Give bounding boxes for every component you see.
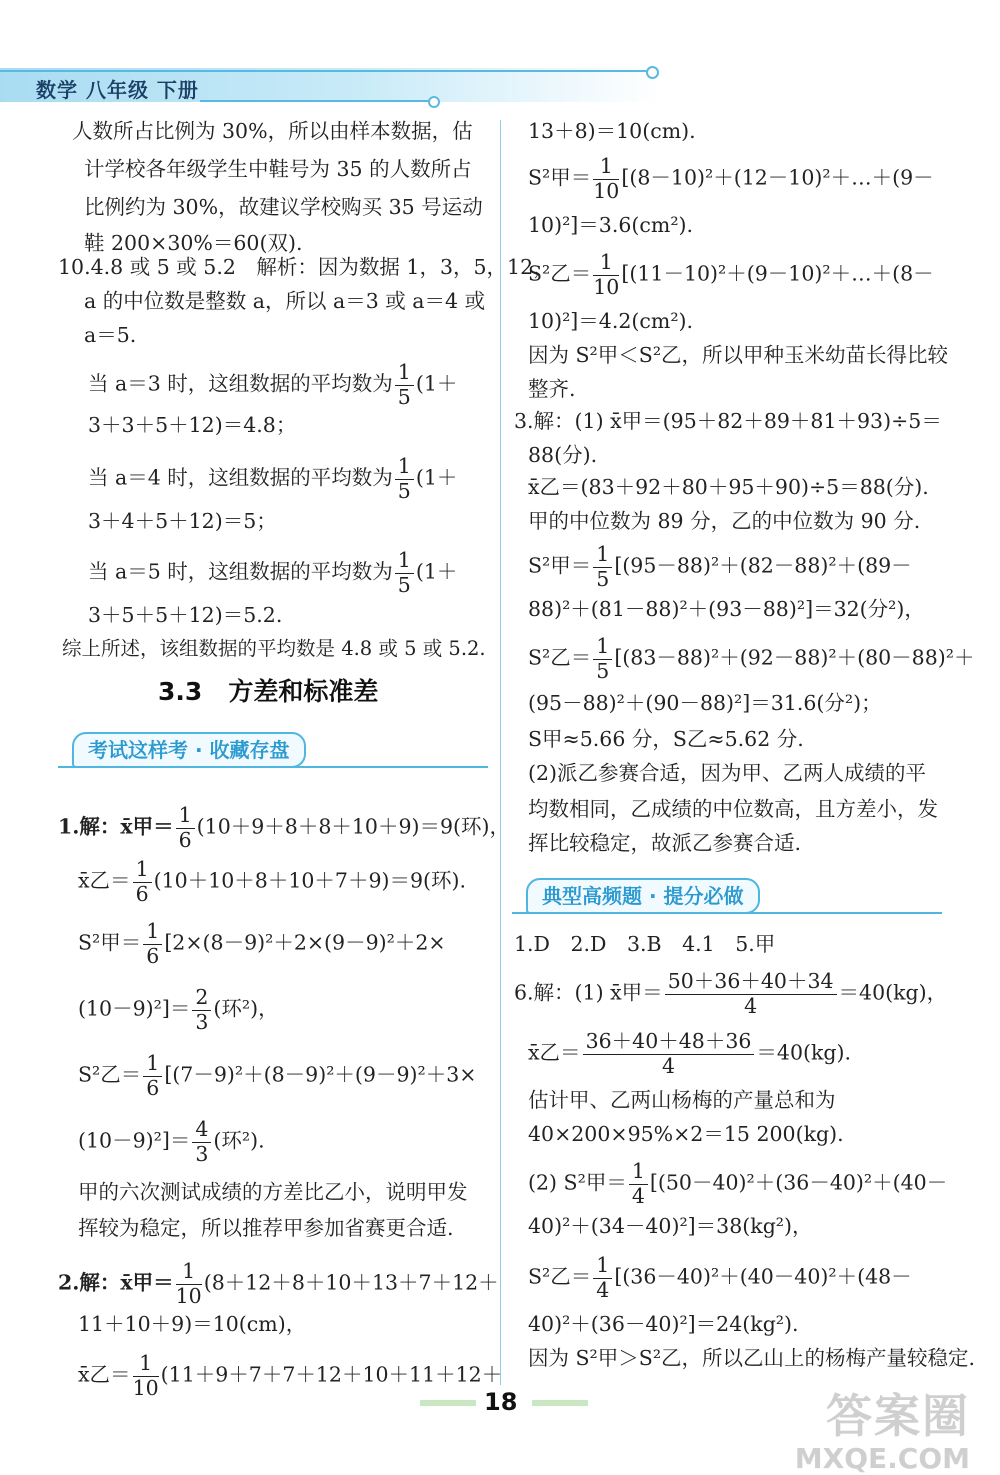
text-line: 均数相同，乙成绩的中位数高，且方差小，发 <box>528 797 938 821</box>
q3-line: 3.解：(1) x̄甲＝(95＋82＋89＋81＋93)÷5＝ <box>514 409 942 433</box>
fraction: $\frac{4}{3}$ <box>192 1118 211 1166</box>
text-line: 因为 S²甲＜S²乙，所以甲种玉米幼苗长得比较 <box>528 343 949 367</box>
fraction: $\frac{1}{10}$ <box>593 250 620 299</box>
banner-rule <box>512 912 942 914</box>
q10-head: 10.4.8 或 5 或 5.2 解析：因为数据 1，3，5，12， <box>58 255 554 279</box>
text-line: a＝5. <box>84 323 137 347</box>
text-line: 10)²]＝3.6(cm²). <box>528 213 694 237</box>
section-banner <box>512 878 942 914</box>
text-line: 挥较为稳定，所以推荐甲参加省赛更合适. <box>78 1216 454 1240</box>
text-line: 鞋 200×30%＝60(双). <box>84 231 303 255</box>
q6-line: x̄乙＝ $\frac{36+40+48+36}{4}$ ＝40(kg). <box>528 1029 852 1078</box>
text-line: 40)²＋(36－40)²]＝24(kg²). <box>528 1312 799 1336</box>
fraction: $\frac{1}{10}$ <box>132 1351 159 1400</box>
text-line: 综上所述，该组数据的平均数是 4.8 或 5 或 5.2. <box>62 637 486 660</box>
header-subrule <box>200 100 430 102</box>
q6-line: (2) S²甲＝ $\frac{1}{4}$ [(50－40)²＋(36－40)²＋(40－ <box>528 1159 948 1208</box>
text-line: 计学校各年级学生中鞋号为 35 的人数所占 <box>84 157 472 181</box>
q1-line: S²乙＝ $\frac{1}{6}$ [(7－9)²＋(8－9)²＋(9－9)²＋3× <box>78 1051 477 1100</box>
text-line: 40)²＋(34－40)²]＝38(kg²)， <box>528 1214 813 1238</box>
q6-line: S²乙＝ $\frac{1}{4}$ [(36－40)²＋(40－40)²＋(48－ <box>528 1253 912 1302</box>
header-rule <box>0 70 648 72</box>
text-line: 挥比较稳定，故派乙参赛合适. <box>528 831 802 855</box>
section-title: 3.3 方差和标准差 <box>158 677 379 706</box>
text-line: 整齐. <box>528 377 576 401</box>
case-line: 当 a＝3 时，这组数据的平均数为 $\frac{1}{5}$ (1＋ <box>88 360 458 409</box>
q6-line: 6.解：(1) x̄甲＝ $\frac{50+36+40+34}{4}$ ＝40(kg)， <box>514 969 948 1018</box>
fraction: $\frac{50+36+40+34}{4}$ <box>665 970 837 1018</box>
text-line: x̄乙＝(83＋92＋80＋95＋90)÷5＝88(分). <box>528 475 929 499</box>
q2-line: S²甲＝ $\frac{1}{10}$ [(8－10)²＋(12－10)²＋…＋(9－ <box>528 154 934 203</box>
banner-label: 典型高频题 · 提分必做 <box>526 878 760 914</box>
fraction: $\frac{1}{5}$ <box>593 635 612 683</box>
q3-line: S²乙＝ $\frac{1}{5}$ [(83－88)²＋(92－88)²＋(80－88)²＋ <box>528 634 975 683</box>
fraction: $\frac{1}{5}$ <box>395 549 414 597</box>
column-divider <box>500 120 501 1385</box>
fraction: $\frac{1}{4}$ <box>593 1254 612 1302</box>
case-line: 当 a＝4 时，这组数据的平均数为 $\frac{1}{5}$ (1＋ <box>88 454 458 503</box>
text-line: 甲的六次测试成绩的方差比乙小，说明甲发 <box>78 1180 468 1204</box>
fraction: $\frac{1}{10}$ <box>593 154 620 203</box>
text-line: 因为 S²甲＞S²乙，所以乙山上的杨梅产量较稳定. <box>528 1346 976 1370</box>
header-subrule-end-dot <box>428 96 440 108</box>
fraction: $\frac{1}{10}$ <box>175 1259 202 1308</box>
fraction: $\frac{1}{6}$ <box>133 858 152 906</box>
q2-line: S²乙＝ $\frac{1}{10}$ [(11－10)²＋(9－10)²＋…＋(8－ <box>528 250 934 299</box>
text-line: S甲≈5.66 分，S乙≈5.62 分. <box>528 727 804 751</box>
text-line: 甲的中位数为 89 分，乙的中位数为 90 分. <box>528 509 921 533</box>
text-line: a 的中位数是整数 a，所以 a＝3 或 a＝4 或 <box>84 289 486 313</box>
text-line: 3＋4＋5＋12)＝5； <box>88 509 277 533</box>
q1-line: 1.解：x̄甲＝ $\frac{1}{6}$ (10＋9＋8＋8＋10＋9)＝9(环)， <box>58 803 511 852</box>
q2-line: 2.解：x̄甲＝ $\frac{1}{10}$ (8＋12＋8＋10＋13＋7＋12＋ <box>58 1259 499 1308</box>
fraction: $\frac{1}{6}$ <box>176 804 195 852</box>
answer-list: 1.D 2.D 3.B 4.1 5.甲 <box>514 932 776 956</box>
text-line: 比例约为 30%，故建议学校购买 35 号运动 <box>84 195 483 219</box>
text-line: 11＋10＋9)＝10(cm)， <box>78 1312 307 1336</box>
q3-line: S²甲＝ $\frac{1}{5}$ [(95－88)²＋(82－88)²＋(89－ <box>528 542 912 591</box>
watermark-logo: 答案圈 <box>826 1389 970 1443</box>
fraction: $\frac{2}{3}$ <box>192 986 211 1034</box>
section-banner <box>58 732 488 768</box>
text-line: 人数所占比例为 30%，所以由样本数据，估 <box>72 119 473 143</box>
fraction: $\frac{1}{6}$ <box>143 1052 162 1100</box>
page-number-ornament-right <box>532 1400 588 1406</box>
text-line: 3＋5＋5＋12)＝5.2. <box>88 603 283 627</box>
text-line: 88(分). <box>528 443 598 467</box>
text-line: 估计甲、乙两山杨梅的产量总和为 <box>528 1088 836 1112</box>
fraction: $\frac{1}{6}$ <box>143 920 162 968</box>
q2-line: x̄乙＝ $\frac{1}{10}$ (11＋9＋7＋7＋12＋10＋11＋12＋ <box>78 1351 503 1400</box>
text-line: 40×200×95%×2＝15 200(kg). <box>528 1122 844 1146</box>
header-rule-end-dot <box>646 66 659 79</box>
text-line: 3＋3＋5＋12)＝4.8； <box>88 413 297 437</box>
fraction: $\frac{1}{5}$ <box>395 455 414 503</box>
page-number-ornament-left <box>420 1400 476 1406</box>
q1-line: x̄乙＝ $\frac{1}{6}$ (10＋10＋8＋10＋7＋9)＝9(环). <box>78 857 467 906</box>
q1-line: (10－9)²]＝ $\frac{2}{3}$ (环²)， <box>78 985 279 1034</box>
q1-line: S²甲＝ $\frac{1}{6}$ [2×(8－9)²＋2×(9－9)²＋2× <box>78 919 446 968</box>
case-line: 当 a＝5 时，这组数据的平均数为 $\frac{1}{5}$ (1＋ <box>88 548 458 597</box>
text-line: 88)²＋(81－88)²＋(93－88)²]＝32(分²)， <box>528 597 925 621</box>
q1-line: (10－9)²]＝ $\frac{4}{3}$ (环²). <box>78 1117 265 1166</box>
fraction: $\frac{1}{5}$ <box>395 361 414 409</box>
text-line: 10)²]＝4.2(cm²). <box>528 309 694 333</box>
watermark <box>795 1380 970 1475</box>
page-number: 18 <box>484 1388 518 1416</box>
banner-rule <box>58 766 488 768</box>
text-line: (95－88)²＋(90－88)²]＝31.6(分²)； <box>528 691 882 715</box>
watermark-url: MXQE.COM <box>794 1442 970 1475</box>
text-line: 13＋8)＝10(cm). <box>528 119 696 143</box>
text-line: (2)派乙参赛合适，因为甲、乙两人成绩的平 <box>528 761 927 785</box>
banner-label: 考试这样考 · 收藏存盘 <box>72 732 306 768</box>
fraction: $\frac{1}{5}$ <box>593 543 612 591</box>
fraction: $\frac{1}{4}$ <box>629 1160 648 1208</box>
fraction: $\frac{36+40+48+36}{4}$ <box>583 1030 755 1078</box>
running-header: 数学 八年级 下册 <box>36 78 199 102</box>
